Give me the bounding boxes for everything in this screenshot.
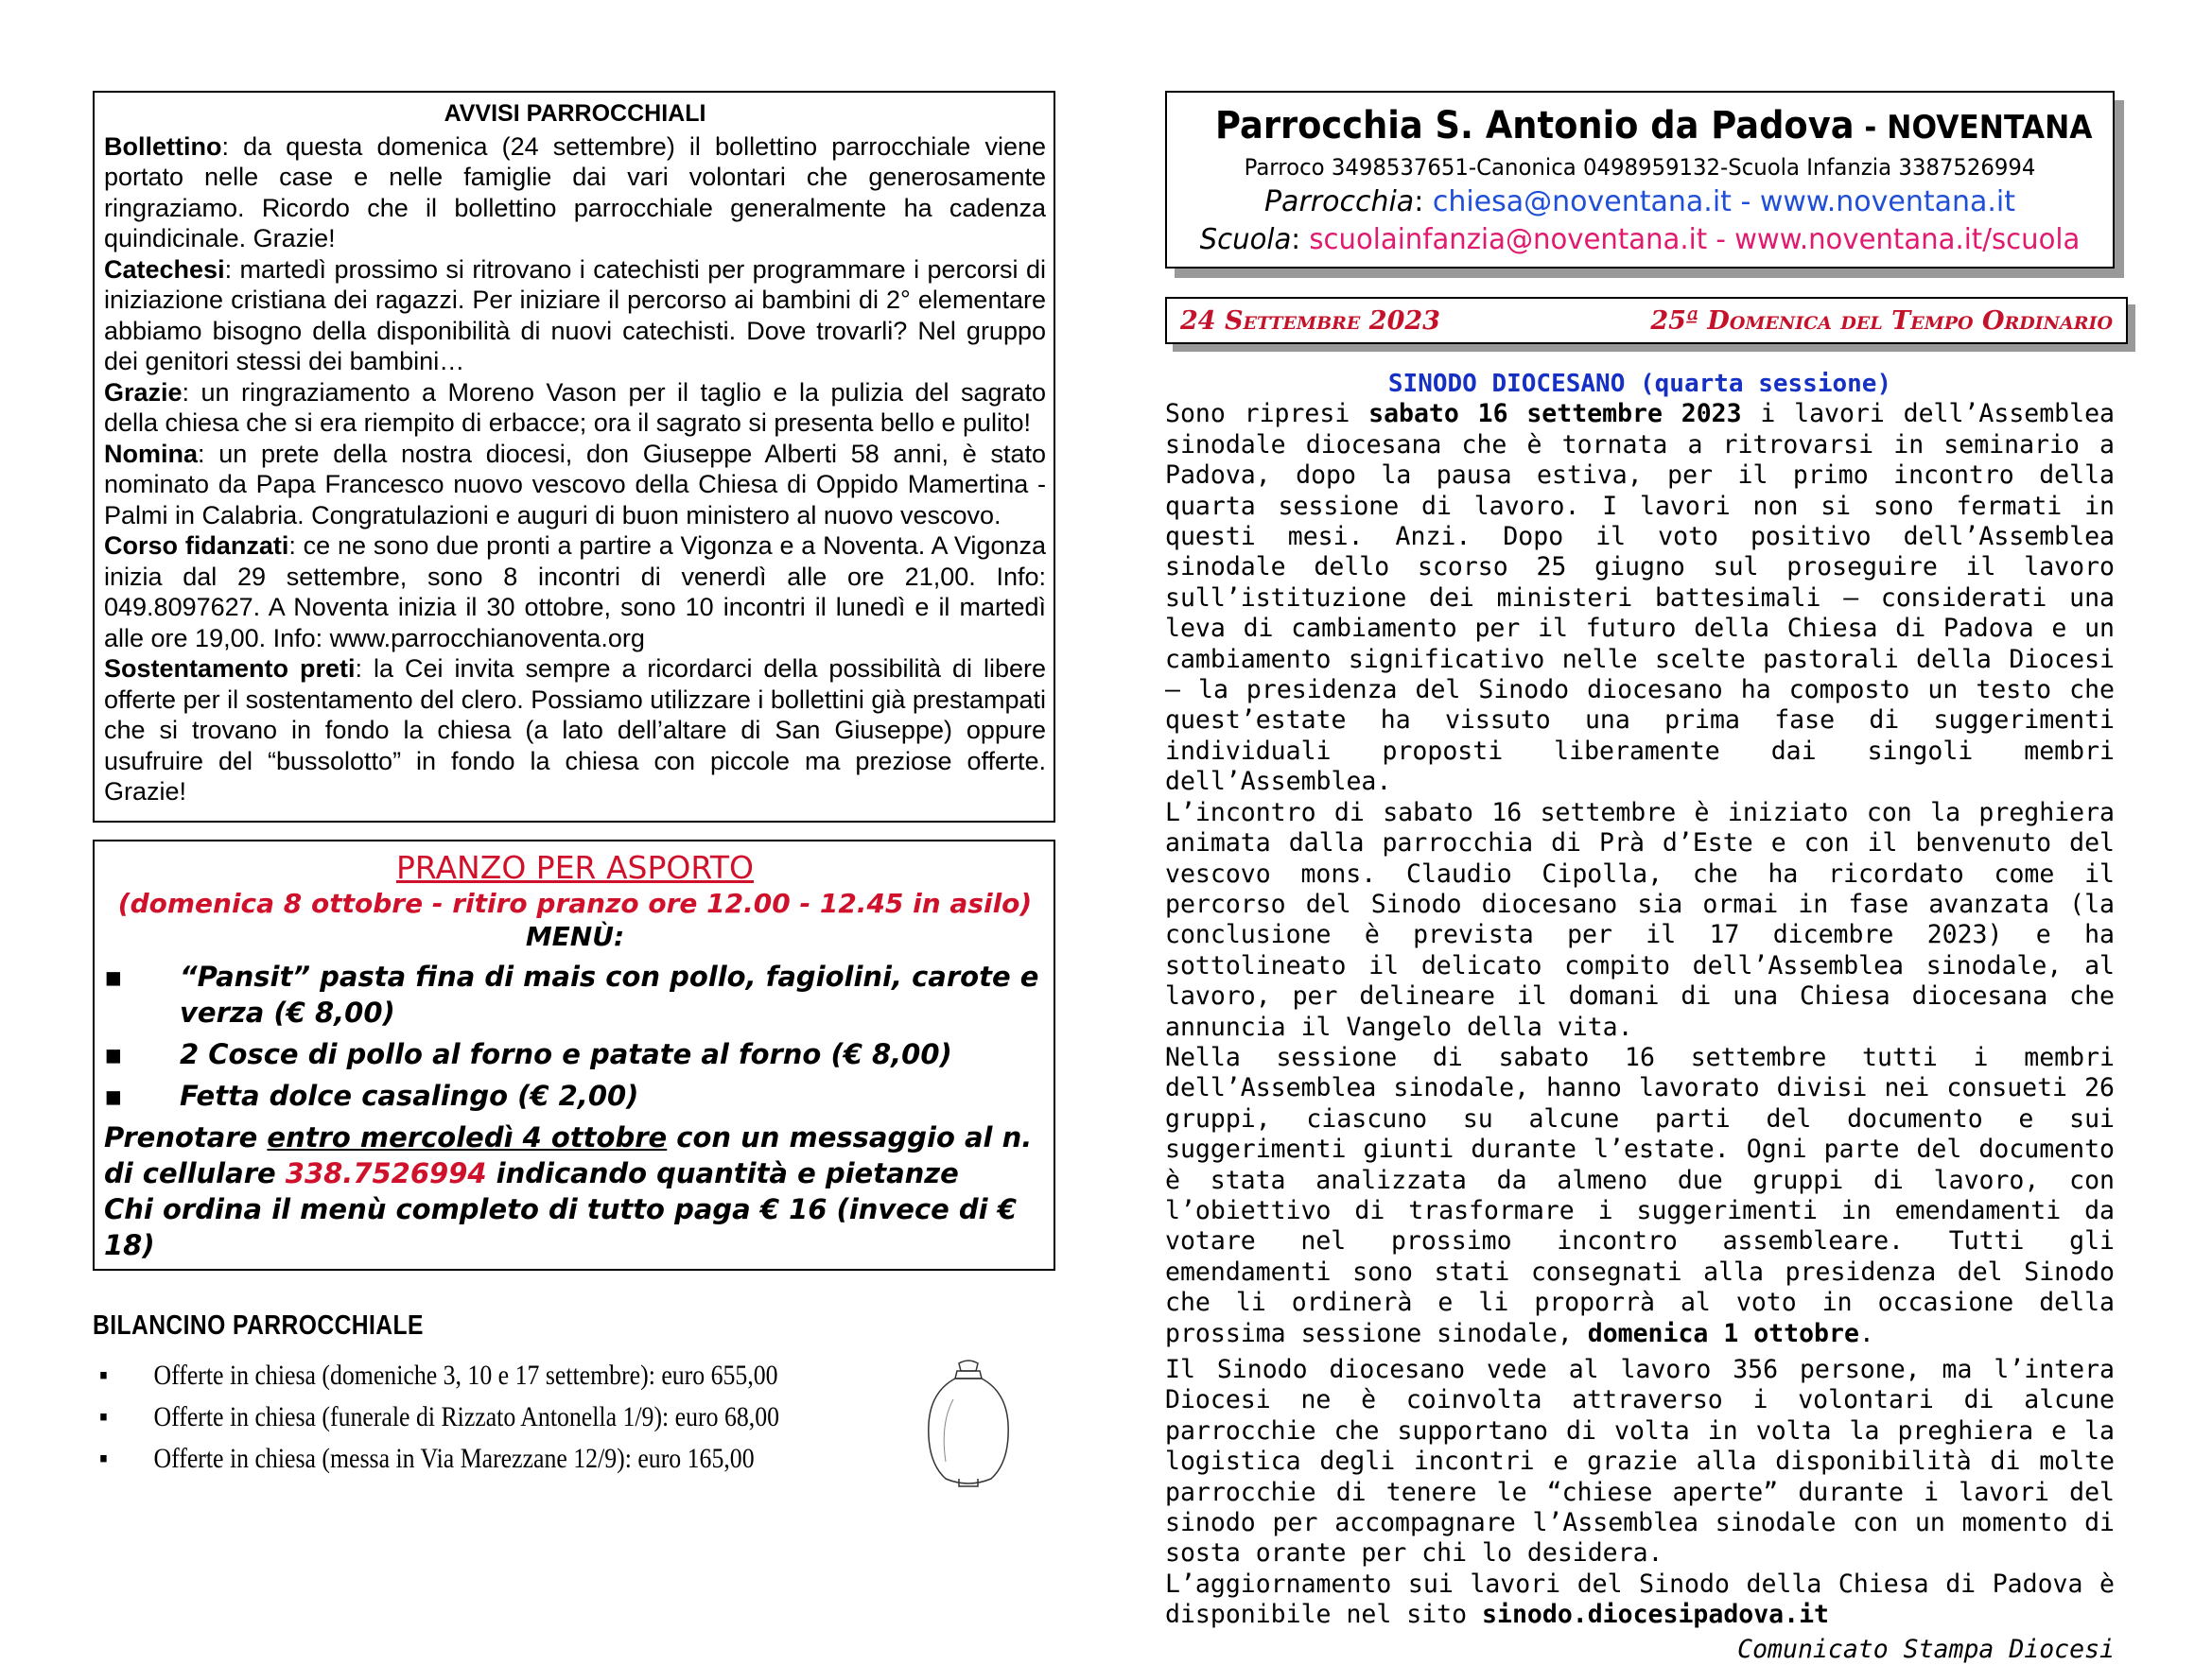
article-paragraph: [1165, 1570, 2115, 1631]
avvisi-item-text: : da questa domenica (24 settembre) il bollettino parrocchiale viene portato nelle case e nelle famiglie dai vari volontari che generosamente ringraziamo. Ricordo che il bollettino parrocchiale generalmente ha cadenza quindicinale. Grazie!: [104, 131, 1046, 252]
note-text: con un messaggio al n. di cellulare: [104, 1120, 1033, 1189]
sinodo-title: SINODO DIOCESANO (quarta sessione): [1387, 370, 1892, 398]
menu-item-text: Fetta dolce casalingo (€ 2,00): [180, 1079, 639, 1112]
parish-title: Parrocchia S. Antonio da Padova: [1215, 104, 1855, 147]
bilancino-row: [93, 1396, 920, 1438]
paragraph-text: i lavori dell’Assemblea sinodale diocesana che è tornata a ritrovarsi in seminario a Padova, dopo la pausa estiva, per il primo incontro della quarta sessione di lavoro. I lavori non si sono fermati in questi mesi. Anzi. Dopo il voto positivo dell’Assemblea sinodale dello scorso 25 giugno sul proseguire il lavoro sull’istituzione dei ministeri battesimali – considerati una leva di cambiamento per il futuro della Chiesa di Padova e un cambiamento significativo nelle scelte pastorali della Diocesi – la presidenza del Sinodo diocesano ha composto un testo che quest’estate ha vissuto una prima fase di suggerimenti individuali proposti liberamente dai singoli membri dell’Assemblea.: [1165, 399, 2116, 797]
avvisi-item: [104, 377, 1046, 439]
offering-jar-icon: [921, 1358, 1016, 1490]
price-note: Chi ordina il menù completo di tutto paga € 16 (invece di € 18): [104, 1192, 1017, 1261]
avvisi-item-label: Bollettino: [104, 131, 222, 161]
article-paragraph: [1165, 399, 2115, 797]
parrocchia-line: [1178, 183, 2101, 221]
menu-item-text: “Pansit” pasta fina di mais con pollo, fagiolini, carote e verza (€ 8,00): [180, 960, 1039, 1029]
avvisi-item: [104, 131, 1046, 254]
avvisi-item: [104, 254, 1046, 377]
scuola-email-link[interactable]: scuolainfanzia@noventana.it: [1309, 223, 1708, 256]
site-link: sinodo.diocesipadova.it: [1482, 1600, 1829, 1630]
avvisi-item: [104, 530, 1046, 653]
parrocchia-email-link[interactable]: chiesa@noventana.it: [1432, 185, 1732, 218]
paragraph-text: L’aggiornamento sui lavori del Sinodo della Chiesa di Padova è disponibile nel sito: [1165, 1569, 2115, 1630]
separator: -: [1731, 185, 1760, 218]
avvisi-item-text: : un prete della nostra diocesi, don Giuseppe Alberti 58 anni, è stato nominato da Papa Francesco nuovo vescovo della Chiesa di Oppido Mamertina - Palmi in Calabria. Congratulazioni e auguri di buon ministero al nuovo vescovo.: [104, 439, 1046, 529]
bullet-icon: ▪: [98, 1359, 109, 1391]
avvisi-item: [104, 653, 1046, 807]
colon: :: [1414, 185, 1433, 218]
bilancino-title: BILANCINO PARROCCHIALE: [93, 1309, 424, 1341]
bilancino-section: [93, 1310, 1055, 1480]
right-column: [1165, 91, 2122, 1665]
separator: -: [1854, 109, 1888, 147]
avvisi-title: AVVISI PARROCCHIALI: [444, 100, 706, 127]
paragraph-text: .: [1858, 1318, 1874, 1348]
parrocchia-label: Parrocchia: [1263, 185, 1415, 218]
menu-label: MENÙ:: [525, 920, 625, 952]
avvisi-item-label: Corso fidanzati: [104, 531, 289, 560]
parish-name: [1215, 102, 2093, 151]
sinodo-article: [1165, 369, 2115, 1665]
bold-text: domenica 1 ottobre: [1587, 1318, 1859, 1348]
scuola-line: [1193, 221, 2088, 259]
article-paragraph: Il Sinodo diocesano vede al lavoro 356 persone, ma l’intera Diocesi ne è coinvolta attraverso i volontari di alcune parrocchie che supportano di volta in volta la preghiera e la logistica degli incontri e grazie alla disponibilità di molte parrocchie di tenere le “chiese aperte” durante i lavori del sinodo per accompagnare l’Assemblea sinodale con un momento di sosta orante per chi lo desidera.: [1165, 1355, 2115, 1569]
menu-list: [104, 959, 1046, 1114]
bold-text: sabato 16 settembre 2023: [1368, 399, 1742, 429]
bullet-icon: ▪: [104, 1037, 123, 1070]
avvisi-box: [93, 91, 1055, 823]
note-text: indicando quantità e pietanze: [486, 1156, 959, 1189]
avvisi-item-label: Catechesi: [104, 254, 225, 284]
pranzo-title: PRANZO PER ASPORTO: [395, 848, 755, 886]
scuola-site-link[interactable]: www.noventana.it/scuola: [1734, 223, 2081, 256]
paragraph-text: Sono ripresi: [1165, 399, 1369, 429]
menu-item-text: 2 Cosce di pollo al forno e patate al forno (€ 8,00): [180, 1037, 952, 1070]
liturgical-sunday: 25ª Domenica del Tempo Ordinario: [1650, 305, 2113, 336]
bilancino-row: [93, 1438, 920, 1480]
article-paragraph: [1165, 1043, 2115, 1349]
bullet-icon: ▪: [98, 1442, 109, 1474]
bullet-icon: ▪: [98, 1400, 109, 1432]
issue-date: 24 Settembre 2023: [1180, 305, 1440, 336]
bilancino-row-text: Offerte in chiesa (funerale di Rizzato Antonella 1/9): euro 68,00: [153, 1400, 780, 1432]
separator: -: [1707, 223, 1735, 256]
bullet-icon: ▪: [104, 1079, 123, 1112]
parrocchia-site-link[interactable]: www.noventana.it: [1759, 185, 2016, 218]
paragraph-text: Nella sessione di sabato 16 settembre tutti i membri dell’Assemblea sinodale, hanno lavorato divisi nei consueti 26 gruppi, ciascuno su alcune parti del documento e sui suggerimenti giunti durante l’estate. Ogni parte del documento è stata analizzata da almeno due gruppi di lavoro, con l’obiettivo di trasformare i suggerimenti in emendamenti da votare nel prossimo incontro assembleare. Tutti gli emendamenti sono stati consegnati alla presidenza del Sinodo che li ordinerà e li proporrà al voto in occasione della prossima sessione sinodale,: [1165, 1042, 2115, 1348]
avvisi-item-text: : la Cei invita sempre a ricordarci della possibilità di libere offerte per il sostentamento del clero. Possiamo utilizzare i bollettini già prestampati che si trovano in fondo la chiesa (a lato dell’altare di San Giuseppe) oppure usufruire del “bussolotto” in fondo la chiesa con piccole ma preziose offerte. Grazie!: [104, 654, 1046, 806]
pranzo-subtitle: (domenica 8 ottobre - ritiro pranzo ore 12.00 - 12.45 in asilo): [117, 887, 1033, 919]
avvisi-item-text: : ce ne sono due pronti a partire a Vigonza e a Noventa. A Vigonza inizia dal 29 settembre, sono 8 incontri di venerdì alle ore 21,00. Info: 049.8097627. A Noventa inizia il 30 ottobre, sono 10 incontri il lunedì e il martedì alle ore 19,00. Info: www.parrocchianoventa.org: [104, 531, 1046, 652]
booking-note: [104, 1119, 1046, 1191]
avvisi-item-text: : martedì prossimo si ritrovano i catechisti per programmare i percorsi di iniziazione cristiana dei ragazzi. Per iniziare il percorso ai bambini di 2° elementare abbiamo bisogno della disponibilità di nuovi catechisti. Dove trovarli? Nel gruppo dei genitori stessi dei bambini…: [104, 254, 1046, 375]
phone-number: 338.7526994: [285, 1156, 487, 1189]
colon: :: [1291, 223, 1310, 256]
avvisi-item-label: Sostentamento preti: [104, 654, 356, 683]
avvisi-item: [104, 439, 1046, 531]
note-text: Prenotare: [104, 1120, 268, 1153]
avvisi-item-text: : un ringraziamento a Moreno Vason per il taglio e la pulizia del sagrato della chiesa che si era riempito di erbacce; ora il sagrato si presenta bello e pulito!: [104, 377, 1046, 437]
date-bar: [1165, 297, 2128, 344]
bullet-icon: ▪: [104, 960, 123, 993]
pranzo-box: [93, 840, 1055, 1271]
avvisi-item-label: Nomina: [104, 439, 199, 468]
bilancino-row-text: Offerte in chiesa (messa in Via Marezzane 12/9): euro 165,00: [153, 1442, 755, 1474]
bilancino-row: [93, 1355, 920, 1396]
parish-header: [1165, 91, 2115, 269]
menu-item: [104, 1036, 1046, 1072]
place-name: NOVENTANA: [1887, 109, 2093, 147]
menu-item: [104, 959, 1046, 1031]
avvisi-item-label: Grazie: [104, 377, 183, 407]
contacts-line: Parroco 3498537651-Canonica 0498959132-Scuola Infanzia 3387526994: [1244, 154, 2036, 181]
bilancino-row-text: Offerte in chiesa (domeniche 3, 10 e 17 settembre): euro 655,00: [153, 1359, 778, 1391]
scuola-label: Scuola: [1199, 223, 1292, 256]
left-column: [93, 91, 1055, 1480]
deadline-text: entro mercoledì 4 ottobre: [267, 1120, 668, 1153]
signature: Comunicato Stampa Diocesi: [1737, 1634, 2115, 1664]
article-paragraph: L’incontro di sabato 16 settembre è iniziato con la preghiera animata dalla parrocchia di Prà d’Este e con il benvenuto del vescovo mons. Claudio Cipolla, che ha ricordato come il percorso del Sinodo diocesano sia ormai in fase avanzata (la conclusione è prevista per il 17 dicembre 2023) e ha sottolineato il delicato compito dell’Assemblea sinodale, al lavoro, per delineare il domani di una Chiesa diocesana che annuncia il Vangelo della vita.: [1165, 797, 2115, 1042]
menu-item: [104, 1078, 1046, 1114]
